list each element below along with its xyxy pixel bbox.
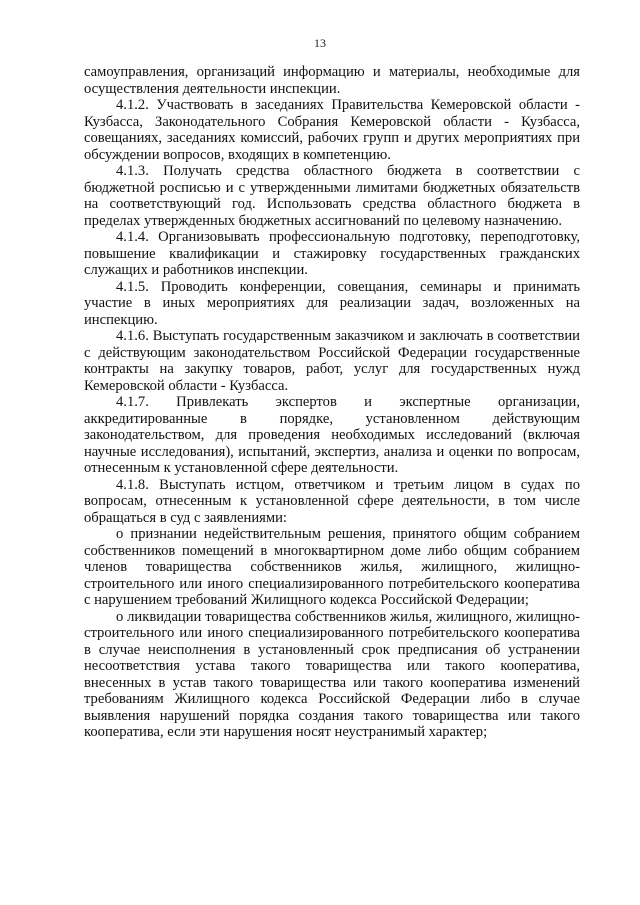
paragraph-4-1-5: 4.1.5. Проводить конференции, совещания, семинары и принимать участие в иных мероприятиях для реализации задач, возложенных на инспекцию. <box>84 278 580 328</box>
document-body <box>84 64 580 741</box>
paragraph-4-1-3: 4.1.3. Получать средства областного бюджета в соответствии с бюджетной росписью и с утвержденными лимитами бюджетных обязательств на соответствующий год. Использовать средства областного бюджета в пределах утвержденных бюджетных ассигнований по целевому назначению. <box>84 163 580 229</box>
paragraph-4-1-6: 4.1.6. Выступать государственным заказчиком и заключать в соответствии с действующим законодательством Российской Федерации государственные контракты на закупку товаров, работ, услуг для государственных нужд Кемеровской области - Кузбасса. <box>84 328 580 394</box>
paragraph-4-1-8: 4.1.8. Выступать истцом, ответчиком и третьим лицом в судах по вопросам, отнесенным к установленной сфере деятельности, в том числе обращаться в суд с заявлениями: <box>84 476 580 526</box>
paragraph-4-1-2: 4.1.2. Участвовать в заседаниях Правительства Кемеровской области - Кузбасса, Законодательного Собрания Кемеровской области - Кузбасса, совещаниях, заседаниях комиссий, рабочих групп и других мероприятиях при обсуждении вопросов, входящих в компетенцию. <box>84 97 580 163</box>
paragraph-4-1-7: 4.1.7. Привлекать экспертов и экспертные организации, аккредитированные в порядке, установленном действующим законодательством, для проведения необходимых исследований (включая научные исследования), испытаний, экспертиз, анализа и оценки по вопросам, отнесенным к установленной сфере деятельности. <box>84 394 580 476</box>
paragraph-continuation: самоуправления, организаций информацию и материалы, необходимые для осуществления деятельности инспекции. <box>84 64 580 97</box>
paragraph-claim-liquidation: о ликвидации товарищества собственников жилья, жилищного, жилищно-строительного или иного специализированного потребительского кооператива в случае неисполнения в установленный срок предписания об устранении несоответствия устава такого товарищества или такого кооператива, внесенных в устав такого товарищества или такого кооператива изменений требованиям Жилищного кодекса Российской Федерации либо в случае выявления нарушений порядка создания такого товарищества или такого кооператива, если эти нарушения носят неустранимый характер; <box>84 608 580 740</box>
page-number: 13 <box>314 36 326 50</box>
paragraph-4-1-4: 4.1.4. Организовывать профессиональную подготовку, переподготовку, повышение квалификации и стажировку государственных гражданских служащих и работников инспекции. <box>84 229 580 278</box>
paragraph-claim-invalid-decision: о признании недействительным решения, принятого общим собранием собственников помещений в многоквартирном доме либо общим собранием членов товарищества собственников жилья, жилищного, жилищно-строительного или иного специализированного потребительского кооператива с нарушением требований Жилищного кодекса Российской Федерации; <box>84 526 580 608</box>
